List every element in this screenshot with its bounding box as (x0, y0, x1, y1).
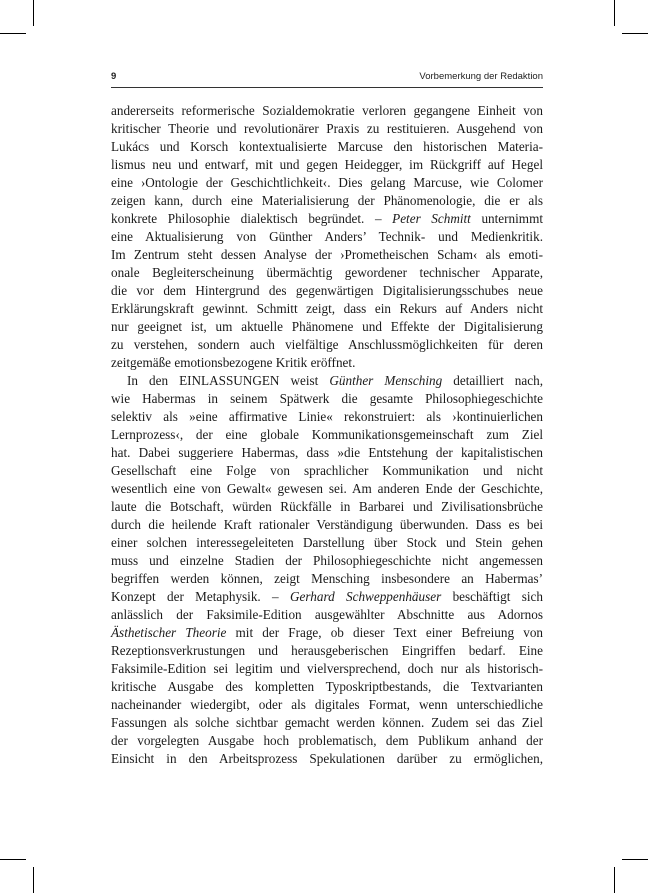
text-line: Lernprozess‹, der eine globale Kommunikationsgemeinschaft zum Ziel (111, 427, 543, 442)
text-line: Erklärungskraft gewinnt. Schmitt zeigt, dass ein Rekurs auf Anders nicht (111, 301, 543, 316)
crop-mark-top-right-h (622, 33, 648, 34)
line-text: Konzept der Metaphysik. – (111, 589, 290, 604)
text-line: zeigen kann, durch eine Materialisierung der Phänomenologie, die er als (111, 193, 543, 208)
text-line: Rezeptionsverkrustungen und herausgeberischen Eingriffen bedarf. Eine (111, 643, 543, 658)
text-line: selektiv als »eine affirmative Linie« rekonstruiert: als ›kontinuierlichen (111, 409, 543, 424)
text-line: einer solchen interessegeleiteten Darstellung über Stock und Stein gehen (111, 535, 543, 550)
text-line (111, 624, 543, 642)
text-line: der vorgelegten Ausgabe hoch problematisch, dem Publikum anhand der (111, 733, 543, 748)
text-line: eine Aktualisierung von Günther Anders’ Technik- und Medienkritik. (111, 229, 543, 244)
text-line: wie Habermas in seinem Spätwerk die gesamte Philosophiegeschichte (111, 391, 543, 406)
line-text: unternimmt (470, 211, 543, 226)
text-line: Fassungen als solche sichtbar gemacht werden können. Zudem sei das Ziel (111, 715, 543, 730)
text-line: anlässlich der Faksimile-Edition ausgewählter Abschnitte aus Adornos (111, 607, 543, 622)
text-line: wesentlich eine von Gewalt« gewesen sei. Am anderen Ende der Geschichte, (111, 481, 543, 496)
text-line: nur geeignet ist, um aktuelle Phänomene und Effekte der Digitalisierung (111, 319, 543, 334)
text-line: zeitgemäße emotionsbezogene Kritik eröffnet. (111, 355, 356, 370)
body-text (111, 102, 543, 768)
author-name-italic: Peter Schmitt (392, 211, 471, 226)
text-line: Faksimile-Edition sei legitim und vielversprechend, doch nur als historisch- (111, 661, 543, 676)
line-text: konkrete Philosophie dialektisch begründet. – (111, 211, 393, 226)
text-line: kritischer Theorie und revolutionärer Praxis zu restituieren. Ausgehend von (111, 121, 543, 136)
text-line (111, 372, 543, 390)
text-line: Lukács und Korsch kontextualisierte Marcuse den historischen Materia- (111, 139, 543, 154)
line-text: detailliert nach, (442, 373, 543, 388)
crop-mark-top-left-h (0, 33, 26, 34)
text-line: die vor dem Hintergrund des gegenwärtigen Digitalisierungsschubes neue (111, 283, 543, 298)
text-line: Im Zentrum steht dessen Analyse der ›Prometheischen Scham‹ als emoti- (111, 247, 543, 262)
crop-mark-bottom-left-h (0, 859, 26, 860)
crop-mark-top-right-v (614, 0, 615, 26)
crop-mark-bottom-right-h (622, 859, 648, 860)
text-line: begriffen werden können, zeigt Mensching insbesondere an Habermas’ (111, 571, 543, 586)
text-line (111, 210, 543, 228)
author-name-italic: Ästhetischer Theorie (111, 625, 227, 640)
line-text: mit der Frage, ob dieser Text einer Befreiung von (226, 625, 544, 640)
text-line: onale Begleiterscheinung übermächtig gewordener technischer Apparate, (111, 265, 543, 280)
text-line: hat. Dabei suggeriere Habermas, dass »die Entstehung der kapitalistischen (111, 445, 543, 460)
text-line: andererseits reformerische Sozialdemokratie verloren gegangene Einheit von (111, 103, 543, 118)
text-line: zu verstehen, sondern auch vielfältige Anschlussmöglichkeiten für deren (111, 337, 543, 352)
text-line: Gesellschaft eine Folge von sprachlicher Kommunikation und nicht (111, 463, 543, 478)
crop-mark-top-left-v (33, 0, 34, 26)
text-line: Einsicht in den Arbeitsprozess Spekulationen darüber zu ermöglichen, (111, 751, 543, 766)
text-line: nacheinander wiedergibt, oder als digitales Format, wenn unterschiedliche (111, 697, 543, 712)
author-name-italic: Gerhard Schweppenhäuser (289, 589, 442, 604)
text-line: laute die Botschaft, würden Rückfälle in Barbarei und Zivilisationsbrüche (111, 499, 543, 514)
paragraph-2 (111, 372, 543, 768)
text-line: eine ›Ontologie der Geschichtlichkeit‹. Dies gelang Marcuse, wie Colomer (111, 175, 543, 190)
line-text: beschäftigt sich (441, 589, 543, 604)
text-line: kritische Ausgabe des kompletten Typoskriptbestands, die Textvarianten (111, 679, 543, 694)
running-title: Vorbemerkung der Redaktion (419, 71, 543, 82)
page-header (111, 71, 543, 85)
text-line: muss und einzelne Stadien der Philosophiegeschichte nicht angemessen (111, 553, 543, 568)
header-rule (111, 87, 543, 88)
text-line: durch die heilende Kraft rationaler Verständigung überwunden. Dass es bei (111, 517, 543, 532)
line-text: In den EINLASSUNGEN weist (127, 373, 330, 388)
page-number: 9 (111, 71, 117, 82)
author-name-italic: Günther Mensching (329, 373, 443, 388)
crop-mark-bottom-right-v (614, 867, 615, 893)
text-line (111, 588, 543, 606)
paragraph-1 (111, 102, 543, 372)
crop-mark-bottom-left-v (33, 867, 34, 893)
text-line: lismus neu und entwarf, mit und gegen Heidegger, im Rückgriff auf Hegel (111, 157, 543, 172)
